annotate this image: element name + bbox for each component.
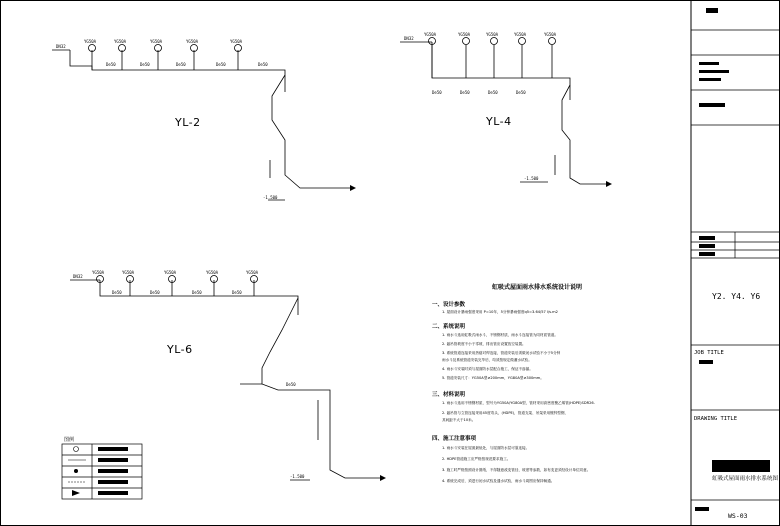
notes-line: 2. HDPE管道施工应严格按规范要求施工。 — [442, 457, 511, 461]
notes-section-heading: 四、施工注意事项 — [432, 436, 477, 442]
drawing-number-top: Y2. Y4. Y6 — [712, 292, 761, 301]
notes-line: 1. 雨水斗选用虹吸式雨水斗，不锈钢材质，雨水斗连接管为同材质管道。 — [442, 333, 558, 337]
run-label: De50 — [176, 62, 186, 67]
drawing-title-label: DRAWING TITLE — [694, 416, 738, 422]
notes-section-heading: 二、系统说明 — [432, 324, 466, 330]
system-label-yl6: YL-6 — [167, 343, 193, 356]
notes-line: 4. 雨水斗安装时须与屋面防水层配合施工，保证不渗漏。 — [442, 367, 533, 371]
inlet-label: DN32 — [56, 44, 66, 49]
head-label: YG50A — [246, 270, 259, 275]
drawing-title-text: 虹吸式屋面雨水排水系统图 — [712, 476, 779, 482]
sheet-number: WS-03 — [728, 512, 748, 520]
notes-line: 2. 悬吊管坡度不小于零坡，排出管应设置放空装置。 — [442, 342, 526, 346]
notes-line: 1. 雨水斗安装在屋面最低处，与屋面防水层可靠连接。 — [442, 446, 530, 450]
notes-line: 1. 屋面设计暴雨强度采用 P=10年，5分钟暴雨强度q5=3.64/57 l/s.m2 — [442, 310, 558, 314]
run-label: De50 — [150, 290, 160, 295]
inlet-label: DN32 — [73, 274, 83, 279]
run-label: De50 — [192, 290, 202, 295]
notes-line: 其间距不大于10米。 — [442, 418, 476, 422]
sheet-border — [1, 1, 780, 526]
run-label: De50 — [258, 62, 268, 67]
head-label: YG50A — [486, 32, 499, 37]
run-label: De50 — [286, 382, 296, 387]
elevation-label: -1.500 — [524, 176, 539, 181]
notes-line: 3. 系统管道连接采用热熔对焊连接，管道安装后须做闭水试验不小于5分钟 — [442, 351, 561, 355]
job-title-label: JOB TITLE — [694, 350, 724, 356]
notes-line: 5. 管道安装尺寸：YG50A型≥200mm，YG80A型≥300mm。 — [442, 376, 544, 380]
system-yl4-diagram — [400, 42, 606, 184]
head-label: YG50A — [230, 39, 243, 44]
notes-line: 1. 雨水斗选用不锈钢材质，型号为YG50A/YG80A型，管材采用高密度聚乙烯管(HDPE)SDR26. — [442, 401, 595, 405]
system-yl4-heads — [429, 38, 613, 188]
notes-line: 4. 系统完成后，须进行闭水试验及通水试验，雨水斗周围应保持畅通。 — [442, 479, 555, 483]
run-label: De50 — [460, 90, 470, 95]
head-label: YG50A — [424, 32, 437, 37]
legend-title: 图例 — [64, 437, 75, 443]
notes-line: 雨水斗及系统管道安装完毕后，均须按规定做灌水试验。 — [442, 358, 532, 362]
system-yl2-diagram — [52, 50, 350, 200]
head-label: YG50A — [114, 39, 127, 44]
head-label: YG50A — [122, 270, 135, 275]
title-block-grid — [691, 30, 780, 500]
head-label: YG50A — [206, 270, 219, 275]
run-label: De50 — [432, 90, 442, 95]
run-label: De50 — [140, 62, 150, 67]
notes-title: 虹吸式屋面雨水排水系统设计说明 — [492, 284, 583, 291]
elevation-label: -1.500 — [263, 195, 278, 200]
system-label-yl2: YL-2 — [175, 116, 201, 129]
notes-section-heading: 三、材料说明 — [432, 392, 466, 398]
head-label: YG50A — [544, 32, 557, 37]
notes-line: 2. 悬吊管与立管连接采用45度弯头，(HDPE)，管道支架、吊架采用镀锌型钢， — [442, 411, 569, 415]
run-label: De50 — [516, 90, 526, 95]
system-yl6-heads — [97, 276, 387, 482]
run-label: De50 — [112, 290, 122, 295]
head-label: YG50A — [92, 270, 105, 275]
run-label: De50 — [232, 290, 242, 295]
head-label: YG50A — [150, 39, 163, 44]
head-label: YG50A — [514, 32, 527, 37]
head-label: YG50A — [84, 39, 97, 44]
head-label: YG50A — [186, 39, 199, 44]
head-label: YG50A — [164, 270, 177, 275]
elevation-label: -1.500 — [290, 474, 305, 479]
inlet-label: DN32 — [404, 36, 414, 41]
notes-section-heading: 一、设计参数 — [432, 302, 466, 308]
run-label: De50 — [216, 62, 226, 67]
legend-symbols — [68, 447, 128, 497]
system-label-yl4: YL-4 — [486, 115, 512, 128]
run-label: De50 — [106, 62, 116, 67]
title-block-fills — [695, 8, 770, 511]
notes-line: 3. 施工时严格按照设计图纸，不得随意改变管径、坡度等参数，如有变更须经设计单位同意。 — [442, 468, 591, 472]
head-label: YG50A — [458, 32, 471, 37]
run-label: De50 — [488, 90, 498, 95]
